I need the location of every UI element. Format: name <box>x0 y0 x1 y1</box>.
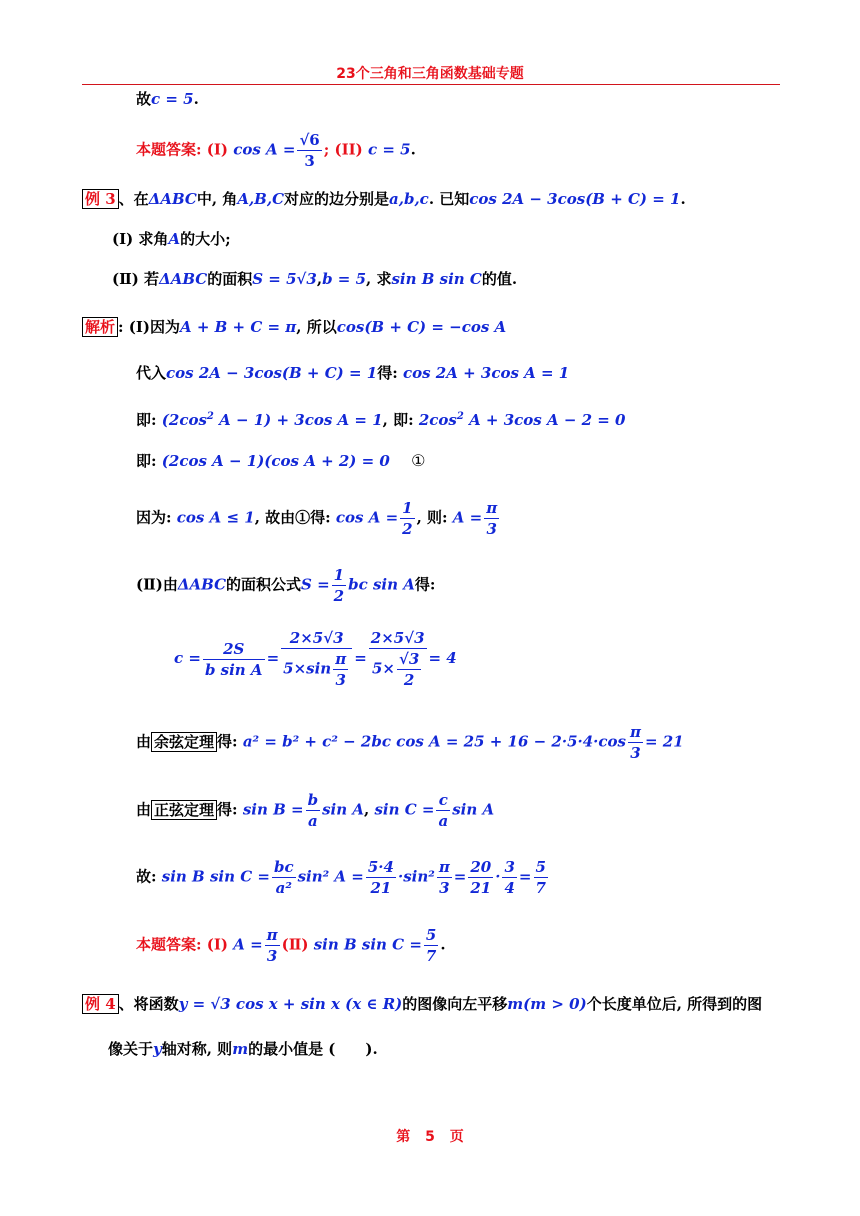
math: ΔABC <box>177 575 227 594</box>
text: . <box>440 935 446 954</box>
fraction <box>272 857 296 898</box>
text: 代入 <box>136 364 167 382</box>
text: 即: <box>136 411 157 429</box>
math: A <box>168 230 181 248</box>
denominator: 3 <box>304 152 315 170</box>
numerator: π <box>629 723 641 741</box>
math: ΔABC <box>159 270 208 288</box>
solution-line-4 <box>136 450 425 472</box>
fraction <box>534 857 548 898</box>
math: a² = b² + c² − 2bc cos A = 25 + 16 − 2·5·4·cos <box>242 732 626 751</box>
fraction <box>369 628 427 690</box>
circled-marker: ① <box>411 451 426 470</box>
denominator <box>281 649 352 690</box>
text: 得: <box>217 732 238 751</box>
denominator: a <box>438 812 449 830</box>
denominator: a <box>307 812 318 830</box>
denominator: 21 <box>370 879 392 897</box>
denominator: a² <box>275 879 292 897</box>
text: . <box>193 90 199 108</box>
math: cos 2A + 3cos A = 1 <box>402 364 570 382</box>
text: 个长度单位后, 所得到的图 <box>586 995 763 1013</box>
math: 2 <box>206 411 214 422</box>
math: cos(B + C) = −cos A <box>336 318 507 336</box>
solution-line-1 <box>82 316 506 338</box>
denominator: 3 <box>335 671 346 689</box>
text: 因为: <box>136 508 172 527</box>
answer-line <box>136 130 416 171</box>
math: bc sin A <box>348 575 415 594</box>
math: sin B sin C = <box>313 935 422 954</box>
math: A + B + C = π <box>180 318 297 336</box>
denominator <box>369 649 427 690</box>
numerator: 3 <box>504 858 515 876</box>
denominator: 2 <box>333 587 345 605</box>
math: c = 5 <box>367 140 411 159</box>
question-1 <box>112 228 231 250</box>
math: cos 2A − 3cos(B + C) = 1 <box>166 364 378 382</box>
example-3-line <box>82 188 686 210</box>
fraction <box>306 790 321 831</box>
text: 对应的边分别是 <box>284 190 390 208</box>
text: 轴对称, 则 <box>161 1040 233 1058</box>
math: b = 5 <box>322 270 367 288</box>
numerator: π <box>335 650 347 668</box>
numerator: b <box>307 791 319 809</box>
example-tag: 例 4 <box>82 994 119 1014</box>
math: 2 <box>456 411 464 422</box>
text: 的图像向左平移 <box>402 995 508 1013</box>
math: 2cos <box>418 411 457 429</box>
fraction <box>628 722 643 763</box>
text: 得: <box>414 575 436 594</box>
math: sin A <box>322 800 364 819</box>
example-4-line <box>82 993 762 1015</box>
denominator: b sin A <box>204 660 263 679</box>
text: 的面积公式 <box>226 575 302 594</box>
numerator: 1 <box>402 499 413 517</box>
math: sin A <box>452 800 495 819</box>
denominator: 7 <box>425 947 437 965</box>
numerator: bc <box>273 858 294 876</box>
math: sin B sin C = <box>161 867 270 886</box>
math: 5× <box>371 659 395 678</box>
math: (2cos <box>161 411 207 429</box>
sine-law-line <box>136 790 494 831</box>
numerator: 5 <box>535 858 546 876</box>
math: (2cos A − 1)(cos A + 2) = 0 <box>161 452 390 470</box>
numerator: 20 <box>470 858 492 876</box>
fraction <box>502 857 516 898</box>
solution-line-3 <box>136 406 626 431</box>
text: 的面积 <box>207 270 253 288</box>
cosine-law-line <box>136 722 684 763</box>
math: = 21 <box>644 732 684 751</box>
math: sin C = <box>374 800 435 819</box>
final-computation <box>136 857 550 898</box>
example-4-line-2 <box>108 1038 378 1060</box>
text: 故: <box>136 867 157 886</box>
c-computation <box>174 628 457 690</box>
denominator: 21 <box>470 879 492 897</box>
math: m <box>232 1040 249 1058</box>
text: , 故由①得: <box>254 508 331 527</box>
denominator: 2 <box>403 671 415 689</box>
fraction <box>281 628 352 690</box>
text: 的大小; <box>180 230 231 248</box>
math: c = <box>174 649 201 667</box>
numerator: 5·4 <box>367 858 394 876</box>
numerator: 2S <box>203 639 265 660</box>
denominator: 7 <box>535 879 546 897</box>
denominator: 4 <box>504 879 515 897</box>
fraction <box>400 498 414 539</box>
math: A + 3cos A − 2 = 0 <box>463 411 626 429</box>
math: · <box>495 867 501 886</box>
text: 、在 <box>118 190 149 208</box>
math: cos A = <box>233 140 296 159</box>
denominator: 3 <box>266 947 278 965</box>
fraction <box>436 790 450 831</box>
math: sin B = <box>242 800 304 819</box>
math: = <box>266 649 280 667</box>
math: A − 1) + 3cos A = 1 <box>213 411 383 429</box>
fraction <box>468 857 493 898</box>
numerator: π <box>486 499 498 517</box>
text: , 所以 <box>296 318 337 336</box>
fraction <box>333 649 348 690</box>
text: : (I)因为 <box>118 318 180 336</box>
text: (Ⅱ)由 <box>136 575 178 594</box>
text: 由 <box>136 732 152 751</box>
header-rule <box>82 84 780 85</box>
solution-line-6 <box>136 565 435 606</box>
math: a,b,c <box>389 190 429 208</box>
fraction <box>424 925 438 966</box>
text: 由 <box>136 800 152 819</box>
math: 5×sin <box>283 659 332 678</box>
fraction <box>366 857 396 898</box>
numerator: 2×5√3 <box>370 629 425 647</box>
math: sin² A = <box>297 867 364 886</box>
text: 的最小值是 ( ). <box>248 1040 378 1058</box>
text: 像关于 <box>108 1040 154 1058</box>
text: , <box>316 270 323 288</box>
math: ΔABC <box>148 190 197 208</box>
fraction <box>297 130 321 171</box>
text: 、将函数 <box>118 995 179 1013</box>
text: 中, 角 <box>196 190 238 208</box>
boxed-term: 余弦定理 <box>151 732 217 752</box>
example-tag: 例 3 <box>82 189 119 209</box>
math: = 4 <box>428 649 457 667</box>
answer-label: 本题答案: (I) <box>136 935 228 954</box>
answer-label: 本题答案: (I) <box>136 140 228 159</box>
math: = <box>518 867 532 886</box>
text: , 即: <box>382 411 414 429</box>
text: 得: <box>217 800 238 819</box>
text: 即: <box>136 452 157 470</box>
math: ·sin² <box>397 867 435 886</box>
page-footer: 第 5 页 <box>396 1129 464 1145</box>
solution-tag: 解析 <box>82 317 118 337</box>
numerator: π <box>438 858 450 876</box>
math: A = <box>452 508 483 527</box>
math: = <box>354 649 367 667</box>
fraction <box>265 925 280 966</box>
numerator: √3 <box>399 650 420 668</box>
text: , <box>363 800 370 819</box>
numerator: π <box>266 926 278 944</box>
fraction <box>484 498 499 539</box>
math: A = <box>233 935 263 954</box>
text: 的值. <box>481 270 518 288</box>
math: m(m > 0) <box>507 995 587 1013</box>
page-header-title: 23个三角和三角函数基础专题 <box>336 66 524 82</box>
math: cos 2A − 3cos(B + C) = 1 <box>469 190 681 208</box>
numerator: √6 <box>299 131 320 149</box>
answer-line-2 <box>136 925 446 966</box>
math: y = √3 cos x + sin x (x ∈ R) <box>178 995 403 1013</box>
math: S = <box>301 575 330 594</box>
text: 故 <box>136 90 152 108</box>
math: S = 5√3 <box>252 270 317 288</box>
fraction <box>332 565 346 606</box>
solution-line-5 <box>136 498 501 539</box>
question-2 <box>112 268 517 290</box>
boxed-term: 正弦定理 <box>151 800 217 820</box>
math: = <box>453 867 467 886</box>
text: (Ⅰ) 求角 <box>112 230 169 248</box>
denominator: 3 <box>630 744 641 762</box>
text: , 求 <box>366 270 392 288</box>
text: . 已知 <box>428 190 470 208</box>
math: A,B,C <box>237 190 285 208</box>
text: . <box>680 190 686 208</box>
denominator: 3 <box>486 520 497 538</box>
numerator: c <box>436 790 450 811</box>
text: . <box>410 140 416 159</box>
text: 得: <box>377 364 398 382</box>
text: ; (II) <box>323 140 363 159</box>
numerator: 5 <box>425 926 437 944</box>
math: cos A = <box>335 508 399 527</box>
math: sin B sin C <box>391 270 482 288</box>
math: y <box>153 1040 162 1058</box>
numerator: 2×5√3 <box>281 628 352 649</box>
numerator: 1 <box>333 566 345 584</box>
math: cos A ≤ 1 <box>176 508 255 527</box>
fraction <box>437 857 452 898</box>
fraction <box>203 639 265 680</box>
denominator: 2 <box>402 520 413 538</box>
math: c = 5 <box>151 90 194 108</box>
text: (Ⅱ) 若 <box>112 270 160 288</box>
denominator: 3 <box>439 879 450 897</box>
text: , 则: <box>416 508 448 527</box>
text: (Ⅱ) <box>281 935 309 954</box>
solution-line-2 <box>136 362 569 384</box>
text-line <box>136 88 199 110</box>
fraction <box>397 649 421 690</box>
